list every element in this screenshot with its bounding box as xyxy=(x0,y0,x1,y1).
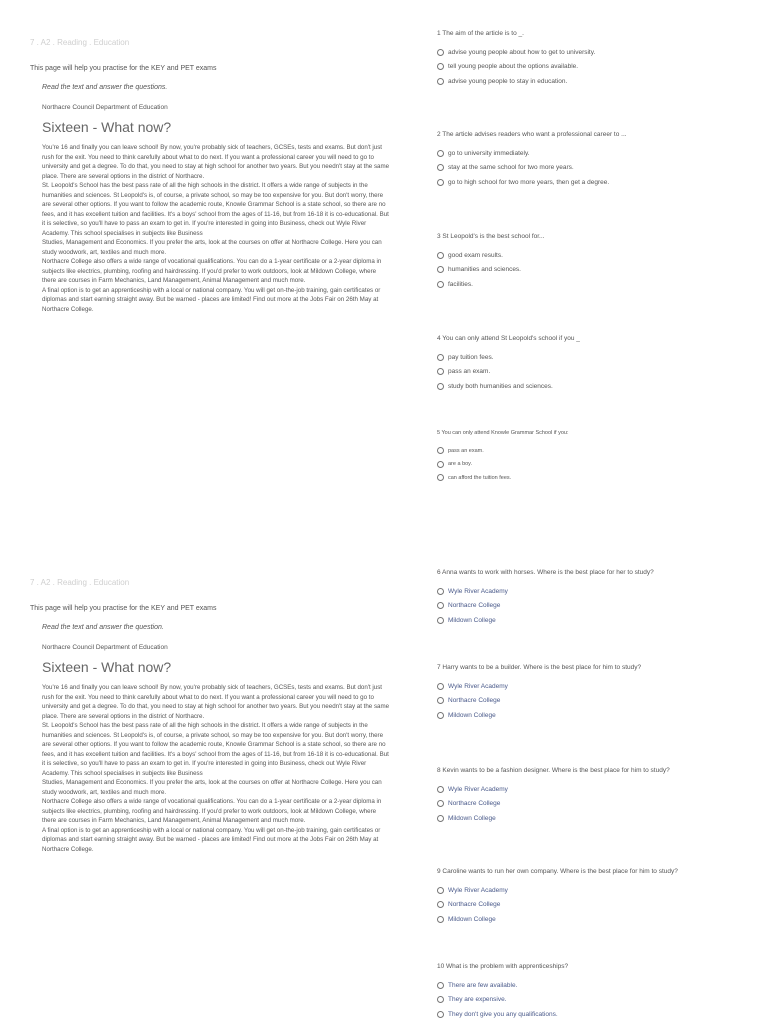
article-title: Sixteen - What now? xyxy=(42,659,172,675)
answer-option[interactable]: Northacre College xyxy=(437,898,757,913)
answer-option[interactable]: facilities. xyxy=(437,277,757,292)
radio-icon[interactable] xyxy=(437,461,444,468)
answer-option[interactable]: There are few available. xyxy=(437,978,757,993)
radio-icon[interactable] xyxy=(437,617,444,624)
radio-icon[interactable] xyxy=(437,164,444,171)
radio-icon[interactable] xyxy=(437,996,444,1003)
article-paragraph: Northacre College also offers a wide range of vocational qualifications. You can do a 1-year certificate or a 2-year diploma in subjects like electrics, plumbing, roofing and hairdressing. If you'd prefer to work outdoors, look at Mildown College, where there are courses in Farm Mechanics, Land Management, Animal Management and much more. xyxy=(42,798,382,824)
answer-option[interactable]: stay at the same school for two more years. xyxy=(437,161,757,176)
article-body xyxy=(42,143,390,314)
question-text: 8 Kevin wants to be a fashion designer. Where is the best place for him to study? xyxy=(437,767,670,774)
reading-panel-bottom xyxy=(30,578,390,854)
answer-option[interactable]: can afford the tuition fees. xyxy=(437,471,757,485)
radio-icon[interactable] xyxy=(437,266,444,273)
radio-icon[interactable] xyxy=(437,982,444,989)
radio-icon[interactable] xyxy=(437,383,444,390)
radio-icon[interactable] xyxy=(437,800,444,807)
answer-option[interactable]: advise young people about how to get to university. xyxy=(437,45,757,60)
radio-icon[interactable] xyxy=(437,887,444,894)
article-paragraph: Studies, Management and Economics. If you prefer the arts, look at the courses on offer at Northacre College. Here you can study woodwork, art, textiles and much more. xyxy=(42,779,382,796)
radio-icon[interactable] xyxy=(437,49,444,56)
answer-option[interactable]: pay tuition fees. xyxy=(437,350,757,365)
answer-option[interactable]: go to university immediately. xyxy=(437,146,757,161)
question-text: 4 You can only attend St Leopold's school if you _ xyxy=(437,335,580,342)
radio-icon[interactable] xyxy=(437,602,444,609)
question-4 xyxy=(437,335,757,394)
answer-option[interactable]: They don't give you any qualifications. xyxy=(437,1007,757,1022)
answer-option[interactable]: Wyle River Academy xyxy=(437,782,757,797)
radio-icon[interactable] xyxy=(437,354,444,361)
question-1 xyxy=(437,30,757,89)
radio-icon[interactable] xyxy=(437,815,444,822)
department: Northacre Council Department of Education xyxy=(42,104,168,111)
question-text: 1 The aim of the article is to _. xyxy=(437,30,524,37)
radio-icon[interactable] xyxy=(437,588,444,595)
question-text: 2 The article advises readers who want a professional career to ... xyxy=(437,131,627,138)
intro-text: This page will help you practise for the KEY and PET exams xyxy=(30,65,217,72)
question-text: 6 Anna wants to work with horses. Where is the best place for her to study? xyxy=(437,569,654,576)
radio-icon[interactable] xyxy=(437,252,444,259)
answer-option[interactable]: Mildown College xyxy=(437,613,757,628)
radio-icon[interactable] xyxy=(437,916,444,923)
reading-panel-top xyxy=(30,38,390,314)
radio-icon[interactable] xyxy=(437,281,444,288)
answer-option[interactable]: Northacre College xyxy=(437,797,757,812)
question-text: 9 Caroline wants to run her own company. Where is the best place for him to study? xyxy=(437,868,678,875)
answer-option[interactable]: Mildown College xyxy=(437,912,757,927)
breadcrumb: 7 . A2 . Reading . Education xyxy=(30,578,130,587)
article-body xyxy=(42,683,390,854)
answer-option[interactable]: are a boy. xyxy=(437,458,757,472)
article-paragraph: You're 16 and finally you can leave school! By now, you're probably sick of teachers, GCSEs, tests and exams. But don't just rush for the exit. You need to think carefully about what to do next. If you want a professional career you will need to go to university and get a degree. To do that, you need to stay at high school for another two years. But you needn't stay at the same place. There are several options in the district of Northacre. xyxy=(42,144,390,180)
question-text: 7 Harry wants to be a builder. Where is the best place for him to study? xyxy=(437,664,642,671)
answer-option[interactable]: advise young people to stay in education. xyxy=(437,74,757,89)
radio-icon[interactable] xyxy=(437,901,444,908)
answer-option[interactable]: Wyle River Academy xyxy=(437,883,757,898)
answer-option[interactable]: pass an exam. xyxy=(437,444,757,458)
radio-icon[interactable] xyxy=(437,474,444,481)
answer-option[interactable]: Mildown College xyxy=(437,811,757,826)
radio-icon[interactable] xyxy=(437,78,444,85)
answer-option[interactable]: good exam results. xyxy=(437,248,757,263)
radio-icon[interactable] xyxy=(437,1011,444,1018)
question-text: 5 You can only attend Knowle Grammar School if you: xyxy=(437,430,569,436)
question-2 xyxy=(437,131,757,190)
radio-icon[interactable] xyxy=(437,786,444,793)
radio-icon[interactable] xyxy=(437,368,444,375)
answer-option[interactable]: humanities and sciences. xyxy=(437,263,757,278)
instruction: Read the text and answer the question. xyxy=(42,624,164,631)
answer-option[interactable]: Northacre College xyxy=(437,694,757,709)
article-paragraph: A final option is to get an apprenticeship with a local or national company. You will get on-the-job training, gain certificates or diplomas and start earning straight away. But be warned - places are limited! Find out more at the Jobs Fair on 26th May at Northacre College. xyxy=(42,826,381,853)
article-paragraph: You're 16 and finally you can leave school! By now, you're probably sick of teachers, GCSEs, tests and exams. But don't just rush for the exit. You need to think carefully about what to do next. If you want a professional career you will need to go to university and get a degree. To do that, you need to stay at high school for another two years. But you needn't stay at the same place. There are several options in the district of Northacre. xyxy=(42,684,390,720)
question-8 xyxy=(437,767,757,826)
article-paragraph: Studies, Management and Economics. If you prefer the arts, look at the courses on offer at Northacre College. Here you can study woodwork, art, textiles and much more. xyxy=(42,239,382,256)
answer-option[interactable]: study both humanities and sciences. xyxy=(437,379,757,394)
article-paragraph: St. Leopold's School has the best pass rate of all the high schools in the district. It offers a wide range of subjects in the humanities and sciences. St Leopold's is, of course, a private school, so may be too expensive for you. But don't worry, there are several other options. If you want to follow the academic route, Knowle Grammar School is a state school, so there are no fees, and it has excellent tuition and facilities. It's a boys' school from the ages of 11-16, but from 16-18 it is co-educational. But it is selective, so you'll have to pass an exam to get in. If you're interested in going into Business, check out Wyle River Academy. This school specialises in subjects like Business xyxy=(42,182,389,237)
article-paragraph: St. Leopold's School has the best pass rate of all the high schools in the district. It offers a wide range of subjects in the humanities and sciences. St Leopold's is, of course, a private school, so may be too expensive for you. But don't worry, there are several other options. If you want to follow the academic route, Knowle Grammar School is a state school, so there are no fees, and it has excellent tuition and facilities. It's a boys' school from the ages of 11-16, but from 16-18 it is co-educational. But it is selective, so you'll have to pass an exam to get in. If you're interested in going into Business, check out Wyle River Academy. This school specialises in subjects like Business xyxy=(42,722,389,777)
radio-icon[interactable] xyxy=(437,712,444,719)
intro-text: This page will help you practise for the KEY and PET exams xyxy=(30,605,217,612)
question-text: 3 St Leopold's is the best school for... xyxy=(437,233,545,240)
article-paragraph: Northacre College also offers a wide range of vocational qualifications. You can do a 1-year certificate or a 2-year diploma in subjects like electrics, plumbing, roofing and hairdressing. If you'd prefer to work outdoors, look at Mildown College, where there are courses in Farm Mechanics, Land Management, Animal Management and much more. xyxy=(42,258,382,284)
question-6 xyxy=(437,569,757,628)
question-9 xyxy=(437,868,757,927)
question-7 xyxy=(437,664,757,723)
answer-option[interactable]: go to high school for two more years, then get a degree. xyxy=(437,175,757,190)
department: Northacre Council Department of Education xyxy=(42,644,168,651)
question-5 xyxy=(437,430,757,485)
question-10 xyxy=(437,963,757,1022)
answer-option[interactable]: pass an exam. xyxy=(437,365,757,380)
answer-option[interactable]: tell young people about the options available. xyxy=(437,60,757,75)
question-text: 10 What is the problem with apprenticeships? xyxy=(437,963,569,970)
answer-option[interactable]: Mildown College xyxy=(437,708,757,723)
question-3 xyxy=(437,233,757,292)
radio-icon[interactable] xyxy=(437,697,444,704)
radio-icon[interactable] xyxy=(437,150,444,157)
article-paragraph: A final option is to get an apprenticeship with a local or national company. You will get on-the-job training, gain certificates or diplomas and start earning straight away. But be warned - places are limited! Find out more at the Jobs Fair on 26th May at Northacre College. xyxy=(42,286,381,313)
answer-option[interactable]: Wyle River Academy xyxy=(437,584,757,599)
article-title: Sixteen - What now? xyxy=(42,119,172,135)
answer-option[interactable]: Wyle River Academy xyxy=(437,679,757,694)
radio-icon[interactable] xyxy=(437,683,444,690)
answer-option[interactable]: They are expensive. xyxy=(437,993,757,1008)
radio-icon[interactable] xyxy=(437,63,444,70)
answer-option[interactable]: Northacre College xyxy=(437,599,757,614)
radio-icon[interactable] xyxy=(437,179,444,186)
breadcrumb: 7 . A2 . Reading . Education xyxy=(30,38,130,47)
instruction: Read the text and answer the questions. xyxy=(42,84,168,91)
radio-icon[interactable] xyxy=(437,447,444,454)
